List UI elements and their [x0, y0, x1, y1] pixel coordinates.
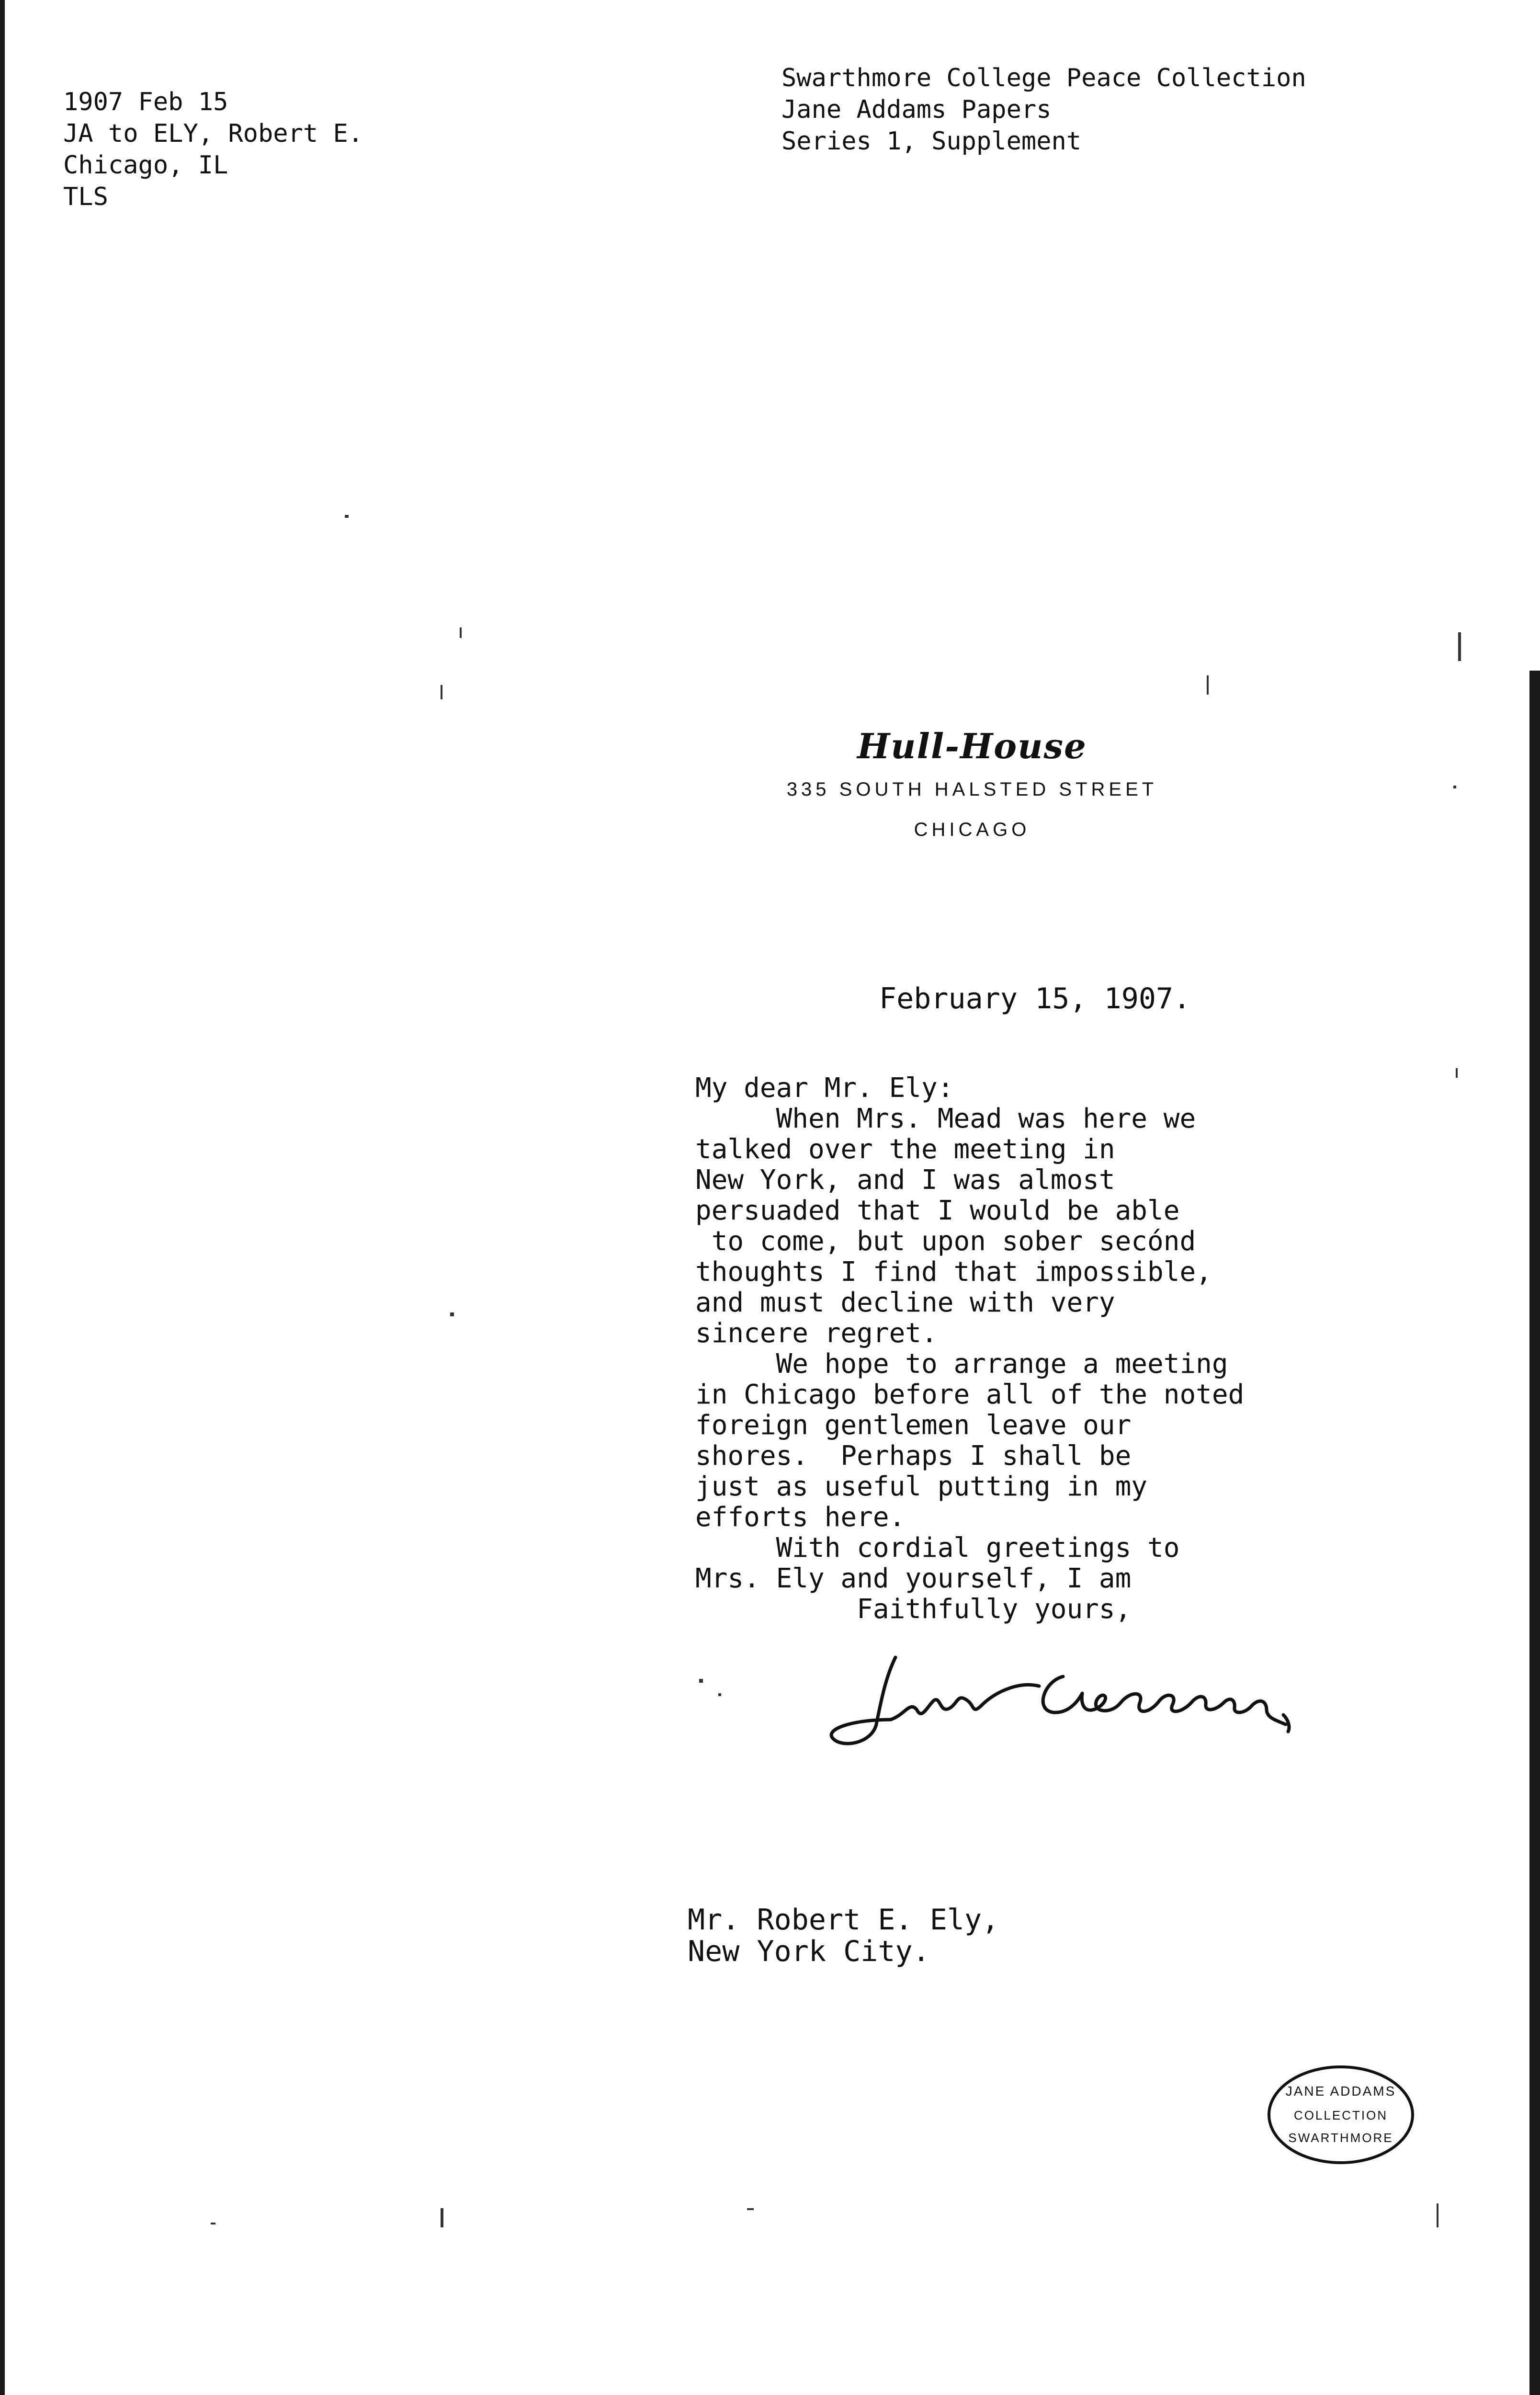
scan-speck — [1456, 1068, 1458, 1078]
archive-place: Chicago, IL — [63, 151, 228, 180]
scan-speck — [460, 627, 462, 638]
body-line: With cordial greetings to — [695, 1532, 1180, 1563]
letterhead-address: 335 SOUTH HALSTED STREET — [786, 779, 1158, 800]
scan-speck — [1437, 2203, 1438, 2227]
archive-doc-type: TLS — [63, 182, 108, 211]
archive-label — [63, 86, 363, 213]
collection-stamp — [1264, 2060, 1417, 2172]
scan-border-right — [1529, 671, 1540, 2395]
letter-body — [695, 1073, 1366, 1625]
scan-speck — [1458, 632, 1461, 661]
stamp-line-2: COLLECTION — [1293, 2108, 1388, 2122]
scan-speck — [699, 1679, 703, 1683]
body-line: to come, but upon sober secónd — [695, 1226, 1196, 1257]
scan-speck — [747, 2208, 754, 2210]
body-line: sincere regret. — [695, 1318, 938, 1349]
scan-speck — [450, 1312, 454, 1316]
body-line: We hope to arrange a meeting — [695, 1348, 1228, 1380]
scan-speck — [1453, 786, 1456, 788]
body-line: efforts here. — [695, 1502, 906, 1533]
recipient-city: New York City. — [688, 1935, 930, 1968]
collection-series: Series 1, Supplement — [781, 127, 1082, 156]
collection-papers: Jane Addams Papers — [781, 95, 1052, 124]
body-line: Mrs. Ely and yourself, I am — [695, 1563, 1132, 1594]
archive-correspondents: JA to ELY, Robert E. — [63, 119, 363, 148]
scan-border-left — [0, 0, 5, 2395]
scan-speck — [718, 1693, 721, 1696]
body-line: New York, and I was almost — [695, 1164, 1115, 1196]
archive-date: 1907 Feb 15 — [63, 88, 228, 116]
body-line: foreign gentlemen leave our — [695, 1410, 1132, 1441]
collection-name: Swarthmore College Peace Collection — [781, 64, 1306, 92]
body-line: in Chicago before all of the noted — [695, 1379, 1245, 1410]
recipient-name: Mr. Robert E. Ely, — [688, 1903, 999, 1937]
body-line: shores. Perhaps I shall be — [695, 1440, 1132, 1471]
salutation: My dear Mr. Ely: — [695, 1072, 954, 1104]
signature-graphic — [814, 1648, 1322, 1758]
letterhead — [718, 723, 1226, 850]
letter-date: February 15, 1907. — [879, 982, 1191, 1015]
letterhead-name: Hull-House — [857, 726, 1087, 766]
body-line: just as useful putting in my — [695, 1471, 1148, 1502]
scan-speck — [211, 2223, 215, 2224]
body-line: thoughts I find that impossible, — [695, 1256, 1212, 1288]
handwritten-signature — [814, 1648, 1322, 1760]
closing: Faithfully yours, — [695, 1594, 1132, 1625]
recipient-block — [688, 1904, 999, 1967]
letterhead-city: CHICAGO — [914, 819, 1030, 840]
scan-speck — [441, 2208, 443, 2227]
scan-speck — [345, 515, 349, 518]
stamp-graphic — [1264, 2060, 1417, 2170]
stamp-line-1: JANE ADDAMS — [1285, 2084, 1396, 2098]
body-line: and must decline with very — [695, 1287, 1115, 1318]
body-line: persuaded that I would be able — [695, 1195, 1180, 1226]
stamp-line-3: SWARTHMORE — [1288, 2131, 1393, 2145]
body-line: talked over the meeting in — [695, 1134, 1115, 1165]
scan-speck — [1207, 675, 1209, 695]
body-line: When Mrs. Mead was here we — [695, 1103, 1196, 1134]
collection-label — [781, 62, 1306, 157]
scan-speck — [441, 685, 442, 699]
